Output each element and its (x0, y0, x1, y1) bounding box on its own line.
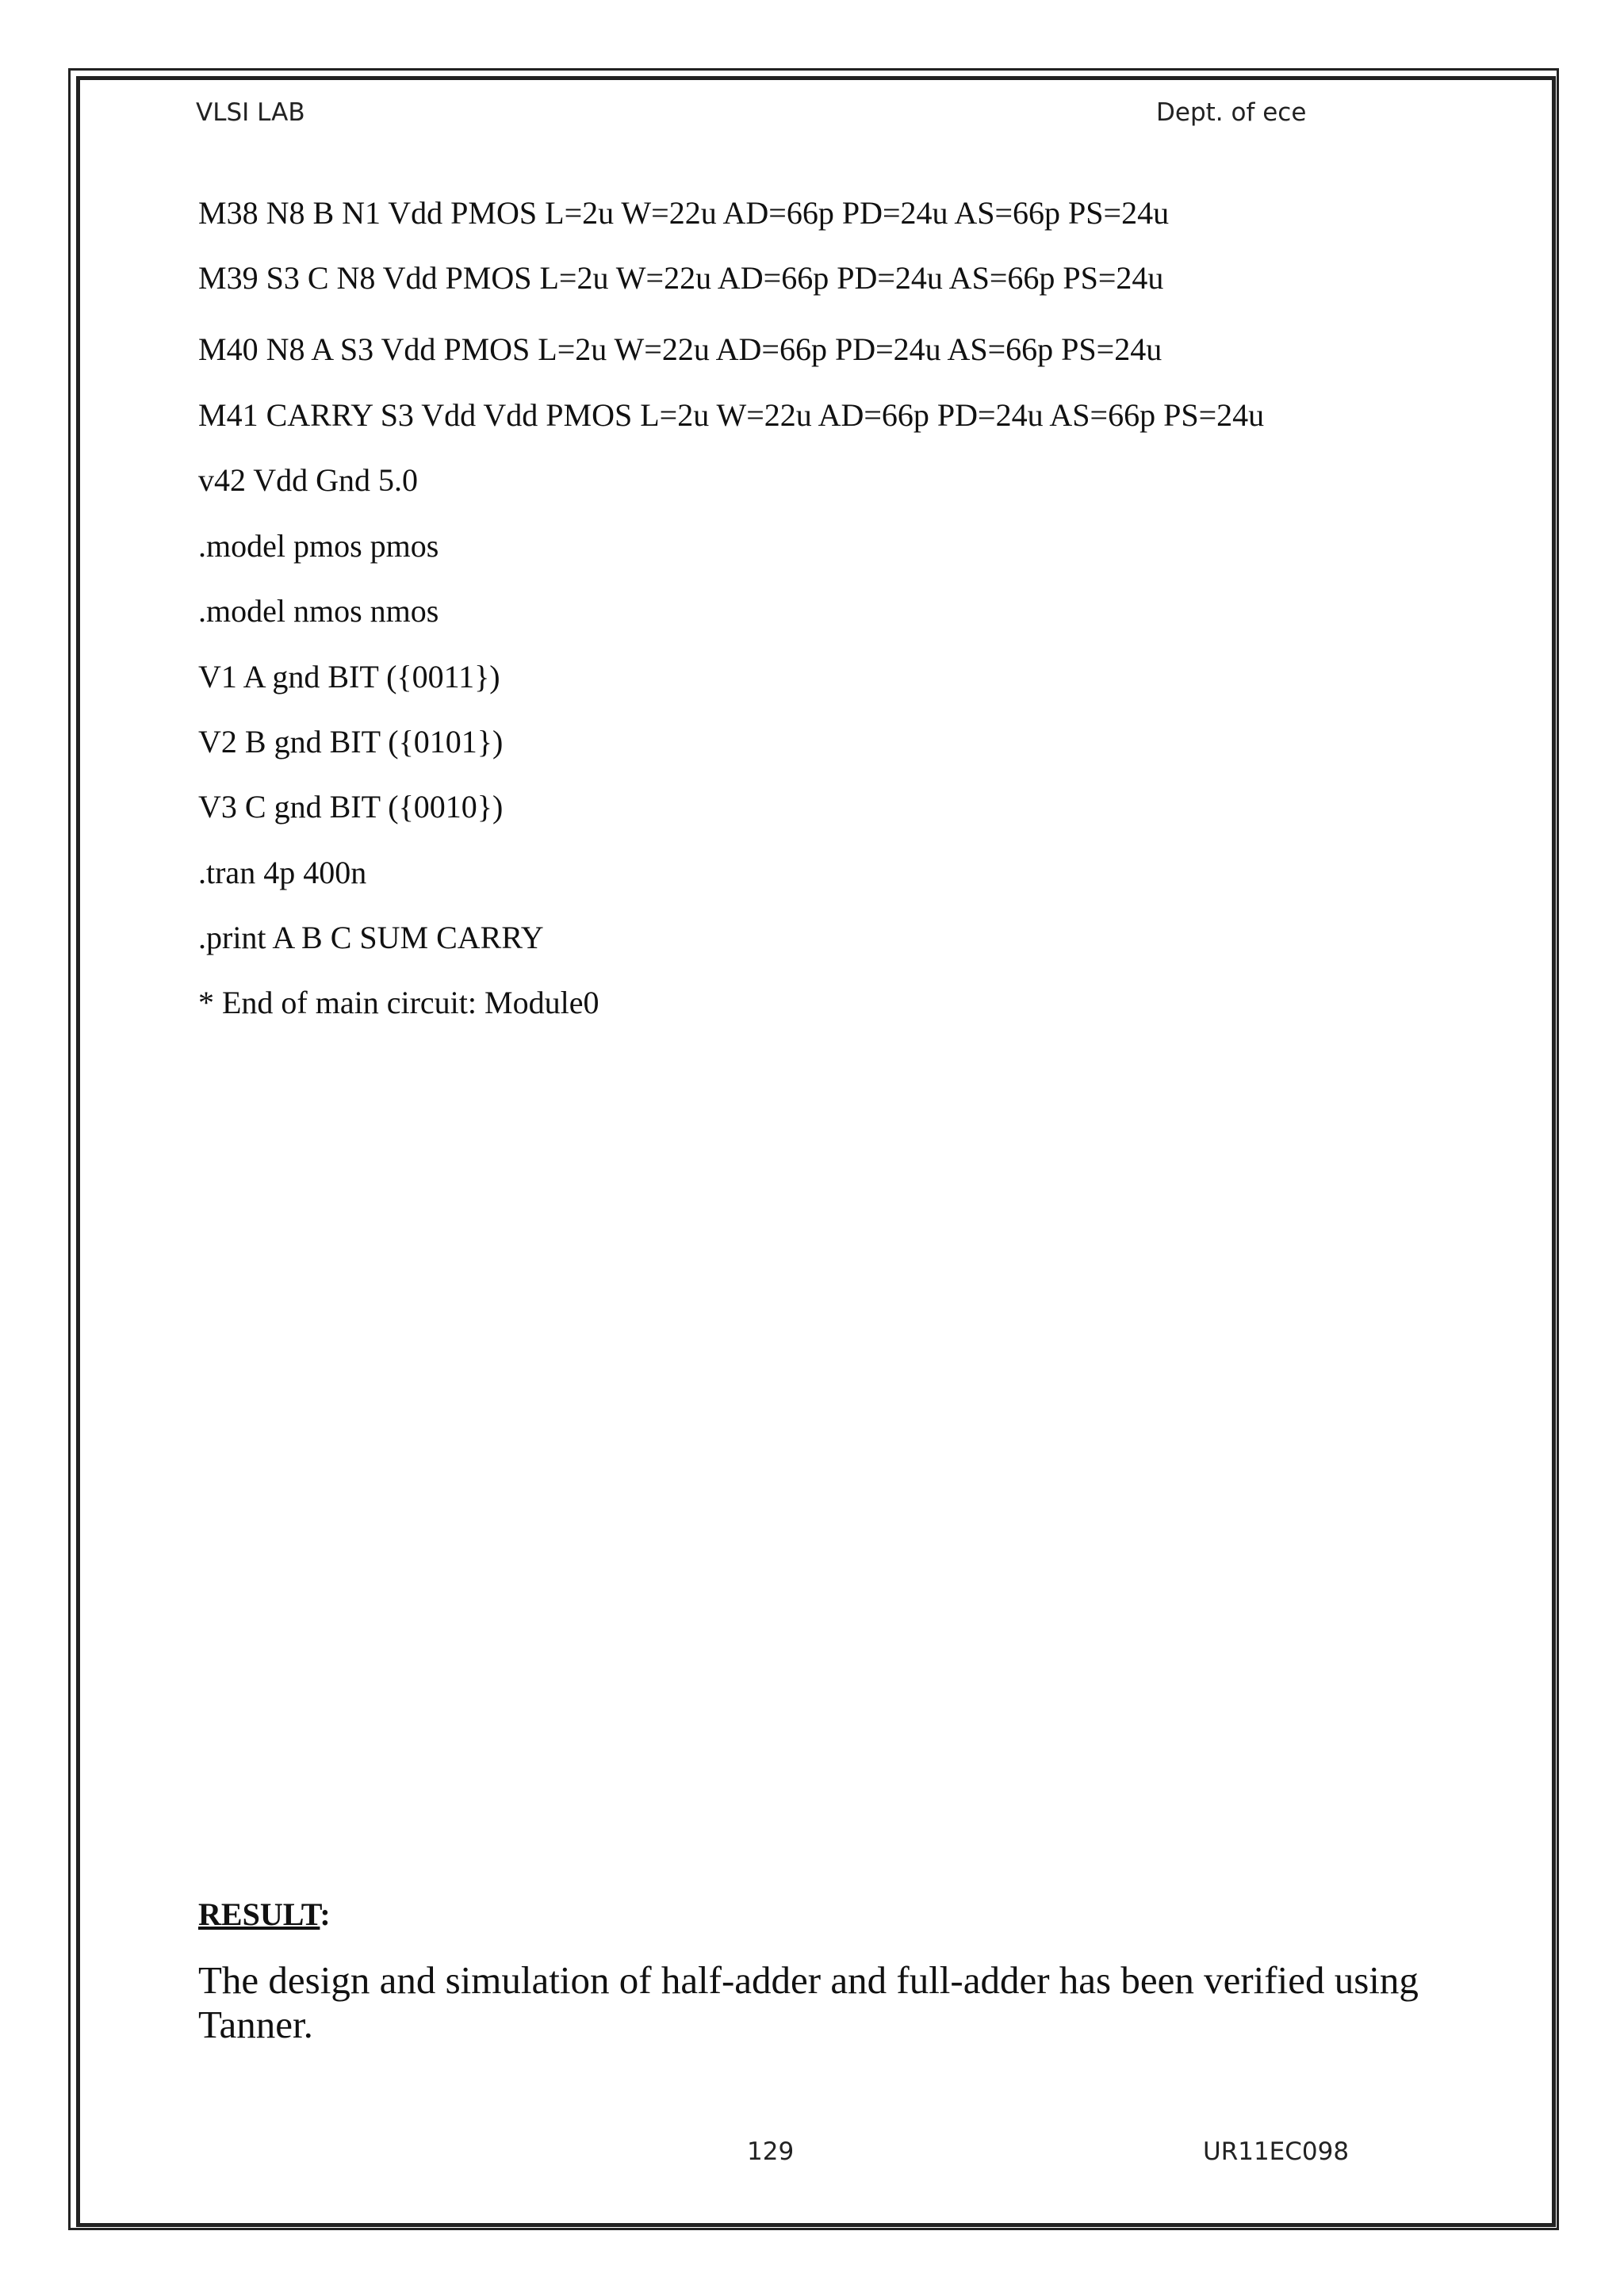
netlist-line: .print A B C SUM CARRY (198, 920, 544, 955)
netlist-line: M40 N8 A S3 Vdd PMOS L=2u W=22u AD=66p PD=24u AS=66p PS=24u (198, 331, 1162, 367)
netlist-line: .tran 4p 400n (198, 855, 367, 890)
result-heading-colon: : (320, 1896, 331, 1932)
result-heading (198, 1896, 331, 1933)
result-text: The design and simulation of half-adder and full-adder has been verified using Tanner. (198, 1958, 1419, 2046)
netlist-line: V1 A gnd BIT ({0011}) (198, 659, 500, 695)
netlist-line: * End of main circuit: Module0 (198, 985, 599, 1020)
result-heading-label: RESULT (198, 1896, 320, 1932)
netlist-line: M39 S3 C N8 Vdd PMOS L=2u W=22u AD=66p PD=24u AS=66p PS=24u (198, 260, 1164, 296)
netlist-line: M38 N8 B N1 Vdd PMOS L=2u W=22u AD=66p PD=24u AS=66p PS=24u (198, 195, 1170, 231)
footer-roll-number: UR11EC098 (1203, 2137, 1350, 2166)
netlist-line: M41 CARRY S3 Vdd Vdd PMOS L=2u W=22u AD=66p PD=24u AS=66p PS=24u (198, 397, 1265, 433)
netlist-line: .model pmos pmos (198, 528, 439, 564)
netlist-line: v42 Vdd Gnd 5.0 (198, 462, 419, 498)
netlist-line: .model nmos nmos (198, 593, 439, 629)
netlist-line: V3 C gnd BIT ({0010}) (198, 789, 504, 825)
header-department: Dept. of ece (1156, 98, 1307, 127)
header-lab-title: VLSI LAB (196, 98, 305, 127)
netlist-line: V2 B gnd BIT ({0101}) (198, 724, 504, 760)
footer-page-number: 129 (747, 2137, 795, 2166)
